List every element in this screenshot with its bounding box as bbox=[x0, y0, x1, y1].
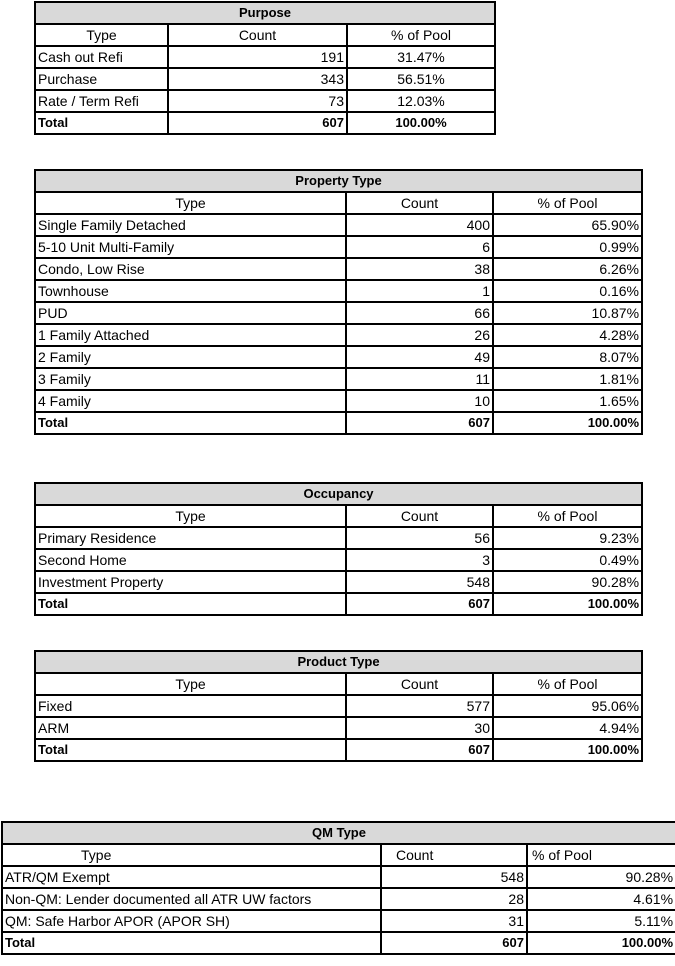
col-header-type: Type bbox=[2, 844, 381, 866]
col-header-count: Count bbox=[346, 192, 493, 214]
row-count: 10 bbox=[346, 390, 493, 412]
row-type: PUD bbox=[35, 302, 346, 324]
row-type: 5-10 Unit Multi-Family bbox=[35, 236, 346, 258]
table-row bbox=[35, 68, 495, 90]
table-row bbox=[35, 717, 642, 739]
row-type: Fixed bbox=[35, 695, 346, 717]
row-pct: 4.61% bbox=[527, 888, 675, 910]
occupancy-table bbox=[34, 482, 643, 616]
row-type: Rate / Term Refi bbox=[35, 90, 168, 112]
row-pct: 65.90% bbox=[493, 214, 642, 236]
row-count: 548 bbox=[346, 571, 493, 593]
row-type: ARM bbox=[35, 717, 346, 739]
row-type: QM: Safe Harbor APOR (APOR SH) bbox=[2, 910, 381, 932]
table-row bbox=[2, 866, 675, 888]
row-pct: 0.99% bbox=[493, 236, 642, 258]
row-count: 11 bbox=[346, 368, 493, 390]
row-count: 28 bbox=[381, 888, 527, 910]
row-pct: 0.16% bbox=[493, 280, 642, 302]
table-row bbox=[35, 280, 642, 302]
row-pct: 4.28% bbox=[493, 324, 642, 346]
row-pct: 0.49% bbox=[493, 549, 642, 571]
row-count: 31 bbox=[381, 910, 527, 932]
row-count: 49 bbox=[346, 346, 493, 368]
row-count: 343 bbox=[168, 68, 347, 90]
total-label: Total bbox=[35, 593, 346, 615]
row-type: Cash out Refi bbox=[35, 46, 168, 68]
table-row bbox=[35, 258, 642, 280]
total-label: Total bbox=[35, 739, 346, 761]
row-pct: 31.47% bbox=[347, 46, 495, 68]
total-label: Total bbox=[35, 112, 168, 134]
row-pct: 6.26% bbox=[493, 258, 642, 280]
row-count: 38 bbox=[346, 258, 493, 280]
row-pct: 5.11% bbox=[527, 910, 675, 932]
qm-type-table bbox=[1, 821, 675, 955]
row-count: 400 bbox=[346, 214, 493, 236]
row-type: Investment Property bbox=[35, 571, 346, 593]
row-count: 1 bbox=[346, 280, 493, 302]
row-count: 577 bbox=[346, 695, 493, 717]
table-title: Property Type bbox=[35, 170, 642, 192]
row-count: 73 bbox=[168, 90, 347, 112]
total-row bbox=[2, 932, 675, 954]
row-type: 1 Family Attached bbox=[35, 324, 346, 346]
row-type: Primary Residence bbox=[35, 527, 346, 549]
total-pct: 100.00% bbox=[527, 932, 675, 954]
total-count: 607 bbox=[381, 932, 527, 954]
table-title: Purpose bbox=[35, 2, 495, 24]
row-type: 3 Family bbox=[35, 368, 346, 390]
total-row bbox=[35, 112, 495, 134]
row-type: Second Home bbox=[35, 549, 346, 571]
row-pct: 9.23% bbox=[493, 527, 642, 549]
col-header-type: Type bbox=[35, 192, 346, 214]
col-header-count: Count bbox=[346, 673, 493, 695]
row-count: 191 bbox=[168, 46, 347, 68]
table-row bbox=[35, 549, 642, 571]
total-pct: 100.00% bbox=[493, 739, 642, 761]
col-header-pct: % of Pool bbox=[493, 505, 642, 527]
total-count: 607 bbox=[346, 593, 493, 615]
col-header-count: Count bbox=[346, 505, 493, 527]
total-label: Total bbox=[35, 412, 346, 434]
table-row bbox=[35, 368, 642, 390]
row-pct: 10.87% bbox=[493, 302, 642, 324]
row-count: 26 bbox=[346, 324, 493, 346]
row-type: 2 Family bbox=[35, 346, 346, 368]
row-count: 56 bbox=[346, 527, 493, 549]
total-count: 607 bbox=[346, 739, 493, 761]
table-row bbox=[35, 695, 642, 717]
total-count: 607 bbox=[168, 112, 347, 134]
table-row bbox=[35, 571, 642, 593]
row-count: 30 bbox=[346, 717, 493, 739]
row-type: Non-QM: Lender documented all ATR UW factors bbox=[2, 888, 381, 910]
purpose-table bbox=[34, 1, 496, 135]
row-pct: 90.28% bbox=[493, 571, 642, 593]
row-count: 548 bbox=[381, 866, 527, 888]
row-pct: 1.65% bbox=[493, 390, 642, 412]
row-pct: 56.51% bbox=[347, 68, 495, 90]
row-pct: 8.07% bbox=[493, 346, 642, 368]
row-type: Single Family Detached bbox=[35, 214, 346, 236]
col-header-pct: % of Pool bbox=[493, 192, 642, 214]
table-row bbox=[35, 214, 642, 236]
row-count: 66 bbox=[346, 302, 493, 324]
product-type-table bbox=[34, 650, 643, 762]
table-title: Occupancy bbox=[35, 483, 642, 505]
total-pct: 100.00% bbox=[347, 112, 495, 134]
row-pct: 12.03% bbox=[347, 90, 495, 112]
row-pct: 95.06% bbox=[493, 695, 642, 717]
table-row bbox=[35, 46, 495, 68]
table-row bbox=[2, 888, 675, 910]
total-pct: 100.00% bbox=[493, 593, 642, 615]
row-pct: 1.81% bbox=[493, 368, 642, 390]
col-header-count: Count bbox=[381, 844, 527, 866]
row-type: Townhouse bbox=[35, 280, 346, 302]
col-header-type: Type bbox=[35, 505, 346, 527]
total-row bbox=[35, 412, 642, 434]
row-type: Condo, Low Rise bbox=[35, 258, 346, 280]
table-row bbox=[35, 390, 642, 412]
col-header-count: Count bbox=[168, 24, 347, 46]
table-row bbox=[35, 90, 495, 112]
total-count: 607 bbox=[346, 412, 493, 434]
table-row bbox=[35, 324, 642, 346]
property-type-table bbox=[34, 169, 643, 435]
table-row bbox=[35, 302, 642, 324]
row-type: Purchase bbox=[35, 68, 168, 90]
row-count: 6 bbox=[346, 236, 493, 258]
total-row bbox=[35, 593, 642, 615]
row-pct: 4.94% bbox=[493, 717, 642, 739]
table-row bbox=[35, 236, 642, 258]
col-header-type: Type bbox=[35, 24, 168, 46]
row-type: 4 Family bbox=[35, 390, 346, 412]
row-count: 3 bbox=[346, 549, 493, 571]
total-row bbox=[35, 739, 642, 761]
row-pct: 90.28% bbox=[527, 866, 675, 888]
table-title: Product Type bbox=[35, 651, 642, 673]
total-pct: 100.00% bbox=[493, 412, 642, 434]
row-type: ATR/QM Exempt bbox=[2, 866, 381, 888]
table-row bbox=[35, 346, 642, 368]
table-row bbox=[35, 527, 642, 549]
col-header-pct: % of Pool bbox=[493, 673, 642, 695]
col-header-pct: % of Pool bbox=[527, 844, 675, 866]
col-header-type: Type bbox=[35, 673, 346, 695]
total-label: Total bbox=[2, 932, 381, 954]
col-header-pct: % of Pool bbox=[347, 24, 495, 46]
table-row bbox=[2, 910, 675, 932]
table-title: QM Type bbox=[2, 822, 675, 844]
